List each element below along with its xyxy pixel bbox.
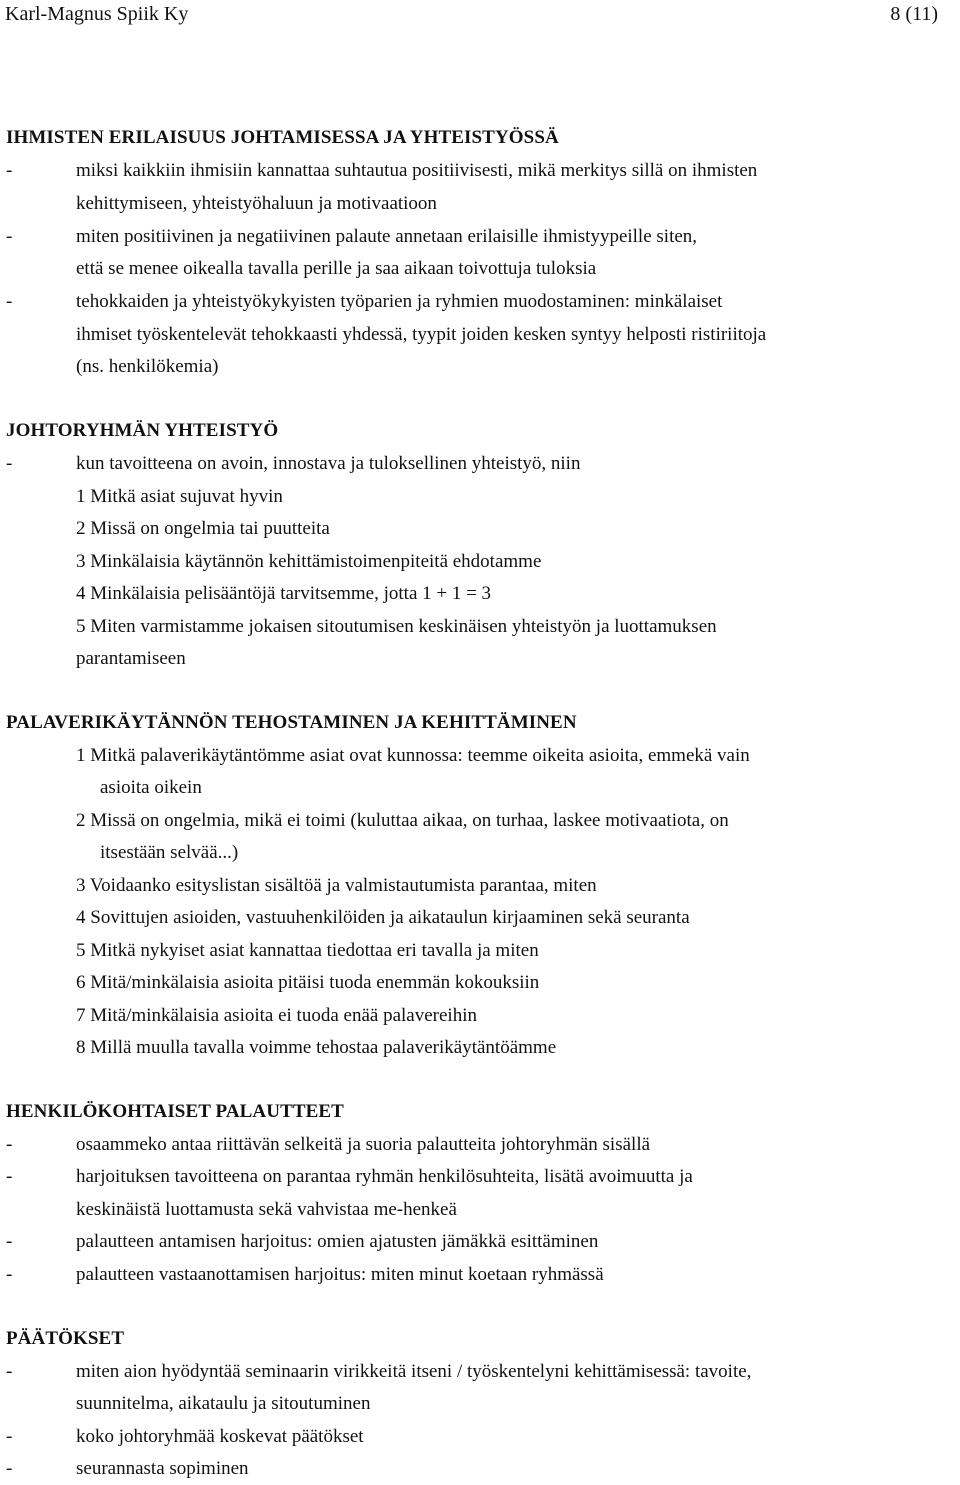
text-line: itsestään selvää...) xyxy=(100,842,239,863)
bullet-dash: - xyxy=(6,1231,13,1252)
numbered-item: 2 Missä on ongelmia, mikä ei toimi (kuluttaa aikaa, on turhaa, laskee motivaatiota, on xyxy=(76,810,729,831)
text-line: palautteen vastaanottamisen harjoitus: miten minut koetaan ryhmässä xyxy=(76,1264,604,1285)
text-line: miksi kaikkiin ihmisiin kannattaa suhtautua positiivisesti, mikä merkitys sillä on ihmisten xyxy=(76,160,758,181)
text-line: seurannasta sopiminen xyxy=(76,1458,249,1479)
text-line: ihmiset työskentelevät tehokkaasti yhdessä, tyypit joiden kesken syntyy helposti ristiriitoja xyxy=(76,324,767,345)
bullet-dash: - xyxy=(6,1458,13,1479)
bullet-dash: - xyxy=(6,1166,13,1187)
numbered-item: 1 Mitkä palaverikäytäntömme asiat ovat kunnossa: teemme oikeita asioita, emmekä vain xyxy=(76,745,750,766)
text-line: parantamiseen xyxy=(76,648,186,669)
section-heading-management-team: JOHTORYHMÄN YHTEISTYÖ xyxy=(6,420,279,441)
numbered-item: 2 Missä on ongelmia tai puutteita xyxy=(76,518,330,539)
text-line: miten positiivinen ja negatiivinen palaute annetaan erilaisille ihmistyypeille siten, xyxy=(76,226,698,247)
numbered-item: 8 Millä muulla tavalla voimme tehostaa palaverikäytäntöämme xyxy=(76,1037,557,1058)
bullet-dash: - xyxy=(6,453,13,474)
numbered-item: 3 Voidaanko esityslistan sisältöä ja valmistautumista parantaa, miten xyxy=(76,875,597,896)
text-line: kehittymiseen, yhteistyöhaluun ja motivaatioon xyxy=(76,193,437,214)
text-line: koko johtoryhmää koskevat päätökset xyxy=(76,1426,364,1447)
numbered-item: 5 Mitkä nykyiset asiat kannattaa tiedottaa eri tavalla ja miten xyxy=(76,940,539,961)
bullet-dash: - xyxy=(6,226,13,247)
text-line: asioita oikein xyxy=(100,777,202,798)
numbered-item: 4 Sovittujen asioiden, vastuuhenkilöiden ja aikataulun kirjaaminen sekä seuranta xyxy=(76,907,690,928)
text-line: kun tavoitteena on avoin, innostava ja tuloksellinen yhteistyö, niin xyxy=(76,453,581,474)
header-page-number: 8 (11) xyxy=(890,3,938,25)
bullet-dash: - xyxy=(6,1426,13,1447)
text-line: harjoituksen tavoitteena on parantaa ryhmän henkilösuhteita, lisätä avoimuutta ja xyxy=(76,1166,693,1187)
bullet-dash: - xyxy=(6,1264,13,1285)
section-heading-feedback: HENKILÖKOHTAISET PALAUTTEET xyxy=(6,1101,344,1122)
text-line: keskinäistä luottamusta sekä vahvistaa me-henkeä xyxy=(76,1199,457,1220)
header-company: Karl-Magnus Spiik Ky xyxy=(5,3,189,25)
numbered-item: 3 Minkälaisia käytännön kehittämistoimenpiteitä ehdotamme xyxy=(76,551,542,572)
section-heading-meetings: PALAVERIKÄYTÄNNÖN TEHOSTAMINEN JA KEHITTÄMINEN xyxy=(6,712,577,733)
text-line: (ns. henkilökemia) xyxy=(76,356,219,377)
section-heading-differences: IHMISTEN ERILAISUUS JOHTAMISESSA JA YHTEISTYÖSSÄ xyxy=(6,127,559,148)
text-line: osaammeko antaa riittävän selkeitä ja suoria palautteita johtoryhmän sisällä xyxy=(76,1134,651,1155)
numbered-item: 1 Mitkä asiat sujuvat hyvin xyxy=(76,486,283,507)
text-line: suunnitelma, aikataulu ja sitoutuminen xyxy=(76,1393,371,1414)
bullet-dash: - xyxy=(6,1134,13,1155)
numbered-item: 7 Mitä/minkälaisia asioita ei tuoda enää palavereihin xyxy=(76,1005,477,1026)
numbered-item: 5 Miten varmistamme jokaisen sitoutumisen keskinäisen yhteistyön ja luottamuksen xyxy=(76,616,717,637)
text-line: miten aion hyödyntää seminaarin virikkeitä itseni / työskentelyni kehittämisessä: tavoite, xyxy=(76,1361,752,1382)
numbered-item: 6 Mitä/minkälaisia asioita pitäisi tuoda enemmän kokouksiin xyxy=(76,972,540,993)
bullet-dash: - xyxy=(6,291,13,312)
text-line: että se menee oikealla tavalla perille ja saa aikaan toivottuja tuloksia xyxy=(76,258,597,279)
numbered-item: 4 Minkälaisia pelisääntöjä tarvitsemme, jotta 1 + 1 = 3 xyxy=(76,583,492,604)
text-line: tehokkaiden ja yhteistyökykyisten työparien ja ryhmien muodostaminen: minkälaiset xyxy=(76,291,723,312)
section-heading-decisions: PÄÄTÖKSET xyxy=(6,1328,125,1349)
bullet-dash: - xyxy=(6,160,13,181)
bullet-dash: - xyxy=(6,1361,13,1382)
text-line: palautteen antamisen harjoitus: omien ajatusten jämäkkä esittäminen xyxy=(76,1231,599,1252)
